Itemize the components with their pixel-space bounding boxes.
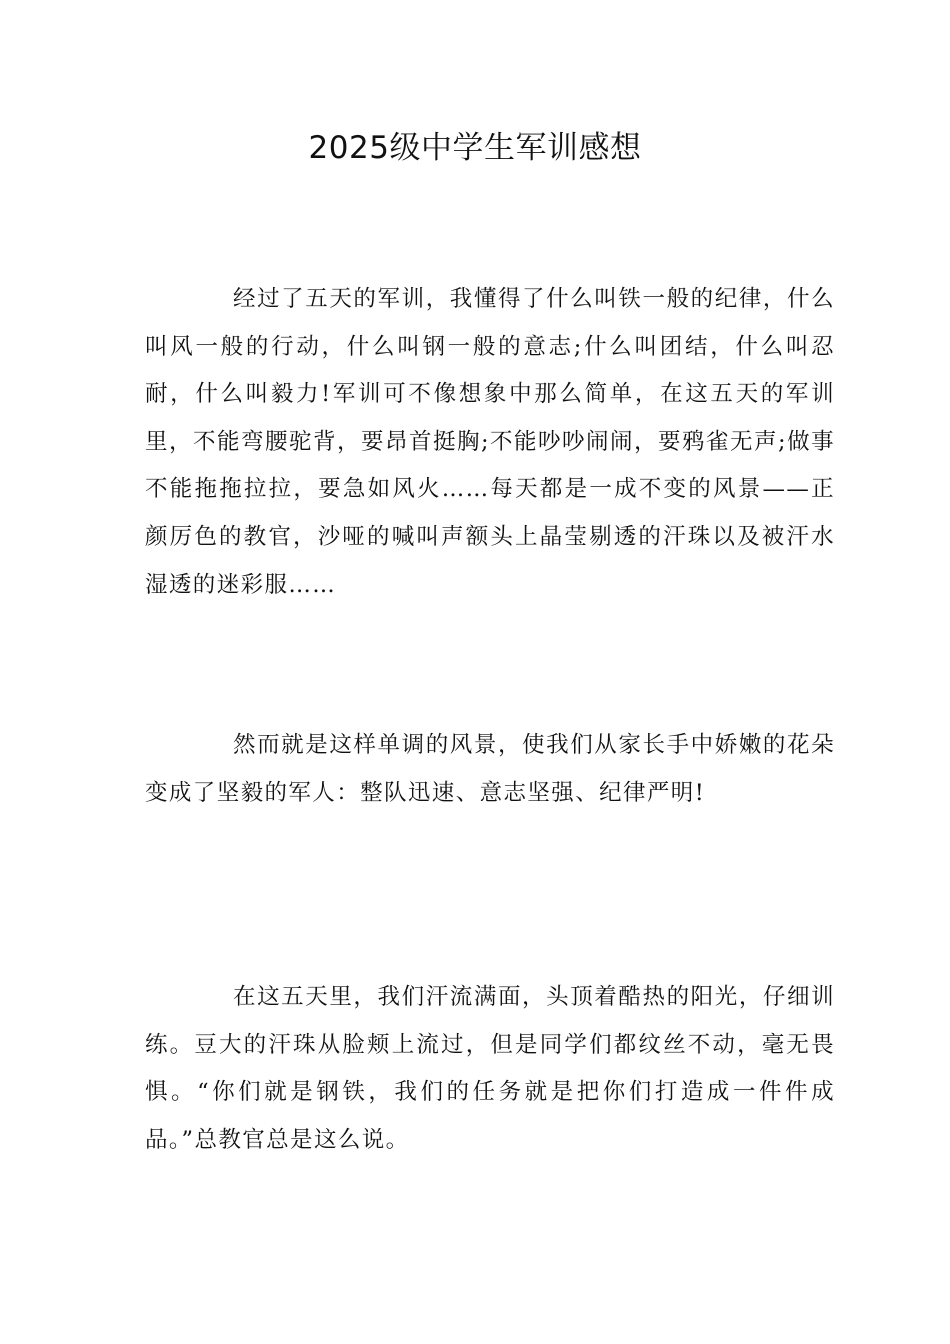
paragraph-2: 然而就是这样单调的风景，使我们从家长手中娇嫩的花朵变成了坚毅的军人：整队迅速、意志坚强、纪律严明! bbox=[145, 732, 835, 806]
paragraph-1: 经过了五天的军训，我懂得了什么叫铁一般的纪律，什么叫风一般的行动，什么叫钢一般的意志;什么叫团结，什么叫忍耐，什么叫毅力!军训可不像想象中那么简单，在这五天的军训里，不能弯腰驼背，要昂首挺胸;不能吵吵闹闹，要鸦雀无声;做事不能拖拖拉拉，要急如风火……每天都是一成不变的风景——正颜厉色的教官，沙哑的喊叫声额头上晶莹剔透的汗珠以及被汗水湿透的迷彩服…… bbox=[145, 286, 835, 598]
paragraph-3: 在这五天里，我们汗流满面，头顶着酷热的阳光，仔细训练。豆大的汗珠从脸颊上流过，但是同学们都纹丝不动，毫无畏惧。“你们就是钢铁，我们的任务就是把你们打造成一件件成品。”总教官总是这么说。 bbox=[145, 984, 835, 1153]
document-title: 2025级中学生军训感想 bbox=[308, 130, 642, 166]
